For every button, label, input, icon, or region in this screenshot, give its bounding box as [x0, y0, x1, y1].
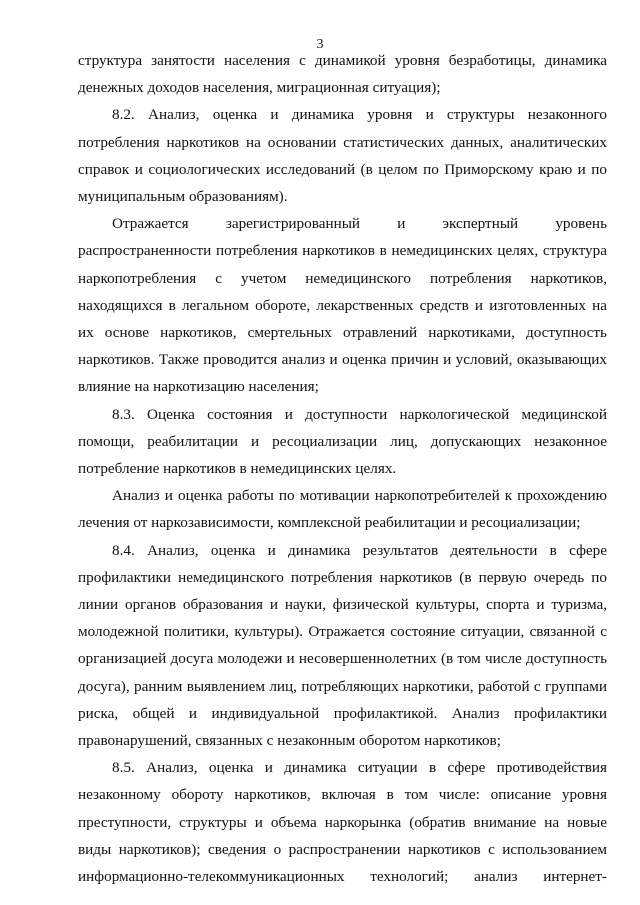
paragraph-8-5: 8.5. Анализ, оценка и динамика ситуации в сфере противодействия незаконному обороту наркотиков, включая в том числе: описание уровня преступности, структуры и объема наркорынка (обратив внимание на новые виды наркотиков); сведения о распространении наркотиков с использованием информационно-телекоммуникационных технологий; анализ интернет- — [78, 759, 607, 886]
paragraph-continuation: структура занятости населения с динамикой уровня безработицы, динамика денежных доходов населения, миграционная ситуация); — [78, 52, 607, 97]
paragraph-8-2: 8.2. Анализ, оценка и динамика уровня и структуры незаконного потребления наркотиков на основании статистических данных, аналитических справок и социологических исследований (в целом по Приморскому краю и по муниципальным образованиям). — [78, 106, 607, 206]
document-body — [78, 47, 607, 890]
page-number: 3 — [316, 37, 324, 52]
paragraph-motivation: Анализ и оценка работы по мотивации наркопотребителей к прохождению лечения от наркозависимости, комплексной реабилитации и ресоциализации; — [78, 487, 607, 532]
paragraph-8-4: 8.4. Анализ, оценка и динамика результатов деятельности в сфере профилактики немедицинского потребления наркотиков (в первую очередь по линии органов образования и науки, физической культуры, спорта и туризма, молодежной политики, культуры). Отражается состояние ситуации, связанной с организацией досуга молодежи и несовершеннолетних (в том числе доступность досуга), ранним выявлением лиц, потребляющих наркотики, работой с группами риска, общей и индивидуальной профилактикой. Анализ профилактики правонарушений, связанных с незаконным оборотом наркотиков; — [78, 541, 607, 750]
paragraph-8-3: 8.3. Оценка состояния и доступности наркологической медицинской помощи, реабилитации и ресоциализации лиц, допускающих незаконное потребление наркотиков в немедицинских целях. — [78, 405, 607, 478]
paragraph-prevalence: Отражается зарегистрированный и экспертный уровень распространенности потребления наркотиков в немедицинских целях, структура наркопотребления с учетом немедицинского потребления наркотиков, находящихся в легальном обороте, лекарственных средств и изготовленных на их основе наркотиков, смертельных отравлений наркотиками, доступность наркотиков. Также проводится анализ и оценка причин и условий, оказывающих влияние на наркотизацию населения; — [78, 215, 607, 396]
